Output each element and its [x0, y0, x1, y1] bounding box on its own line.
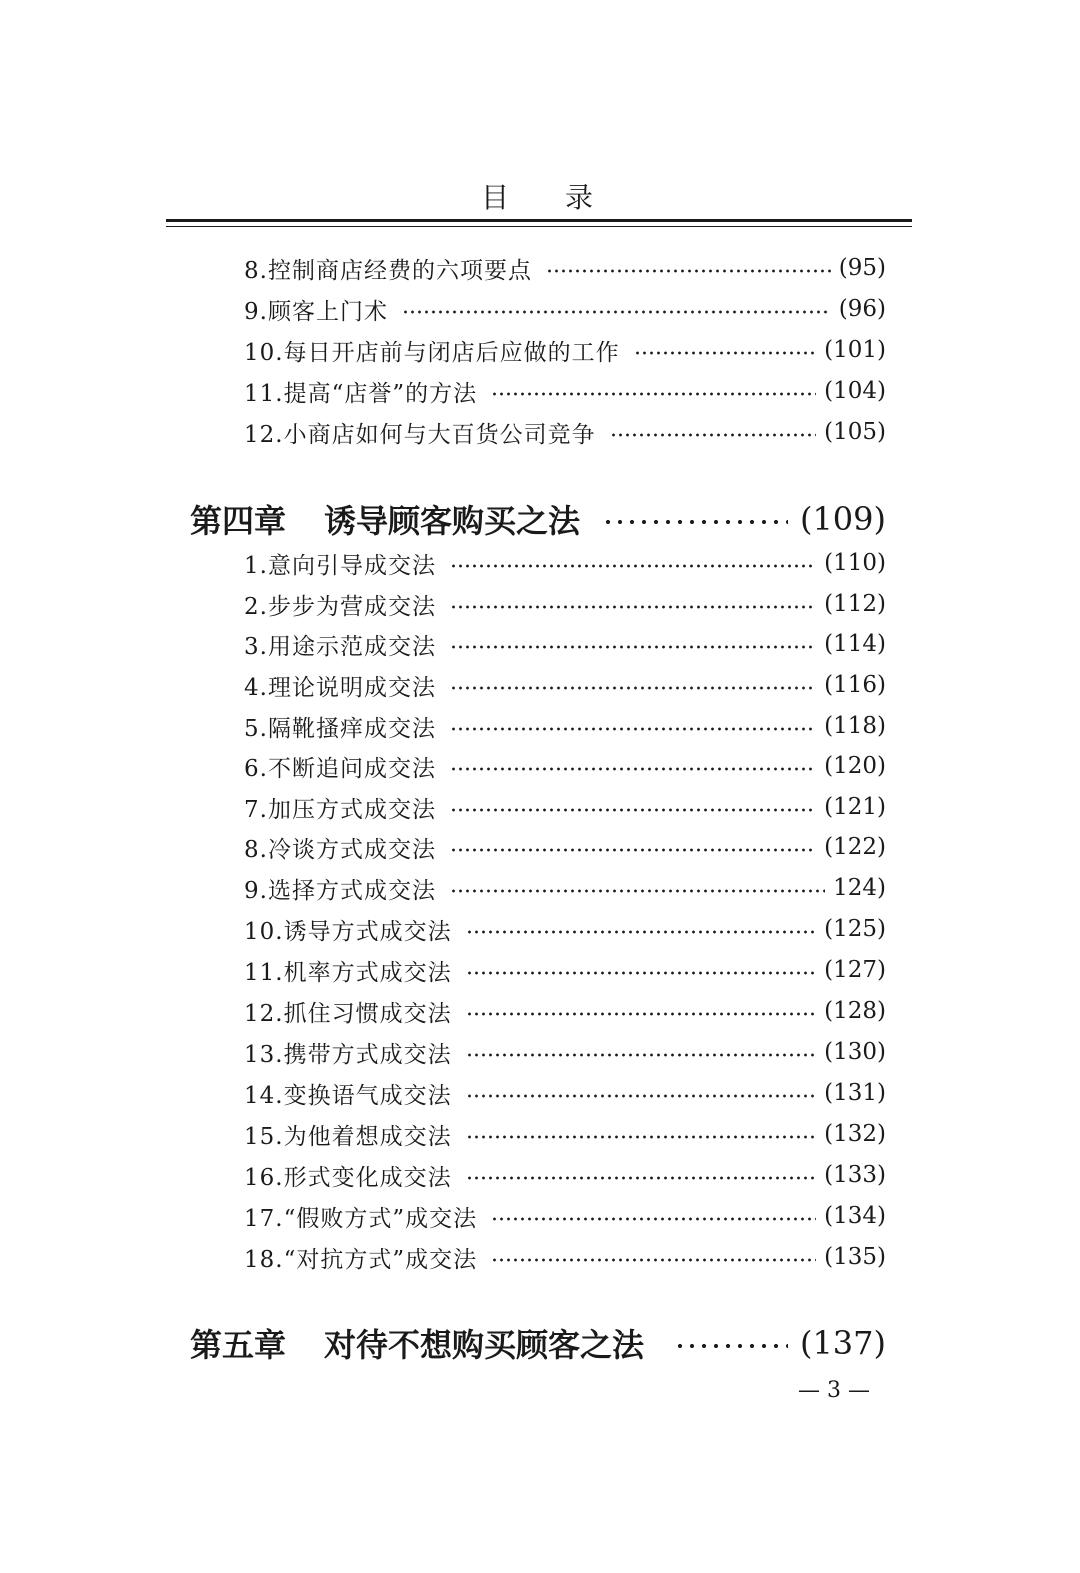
toc-entry	[244, 586, 886, 622]
toc-entry-label: 16.形式变化成交法	[244, 1164, 452, 1191]
leader-dots	[466, 1094, 817, 1098]
toc-entry-page: (134)	[824, 1203, 886, 1229]
leader-dots	[450, 686, 816, 690]
leader-dots	[450, 848, 816, 852]
chapter-title: 对待不想购买顾客之法	[324, 1326, 645, 1364]
toc-entry-label: 10.诱导方式成交法	[244, 918, 452, 945]
toc-entry-page: (121)	[824, 794, 886, 820]
toc-entry	[244, 1157, 886, 1193]
chapter-title: 诱导顾客购买之法	[324, 502, 581, 540]
toc-entry-page: (128)	[824, 998, 886, 1024]
toc-entry-page: (118)	[824, 713, 886, 739]
chapter-number: 第四章	[190, 502, 287, 540]
page-title: 目录	[480, 181, 649, 214]
toc-entry-page: (114)	[824, 631, 886, 657]
toc-entry-label: 2.步步为营成交法	[244, 593, 436, 620]
chapter-page: (109)	[799, 500, 886, 538]
page-number: — 3 —	[798, 1378, 870, 1403]
toc-entry-label: 9.选择方式成交法	[244, 877, 436, 904]
header-rule-thick	[166, 219, 912, 222]
toc-entry	[244, 1075, 886, 1111]
toc-entry	[244, 626, 886, 662]
toc-entry	[244, 708, 886, 744]
toc-entry-page: (132)	[824, 1121, 886, 1147]
chapter-page: (137)	[799, 1324, 886, 1362]
toc-entry-page: (125)	[824, 916, 886, 942]
toc-entry-label: 14.变换语气成交法	[244, 1082, 452, 1109]
toc-entry-page: (127)	[824, 957, 886, 983]
toc-entry-page: (122)	[824, 834, 886, 860]
leader-dots	[491, 392, 816, 396]
toc-entry-page: (130)	[824, 1039, 886, 1065]
toc-entry-page: (131)	[824, 1080, 886, 1106]
toc-entry-page: (105)	[824, 419, 886, 445]
toc-entry	[244, 1198, 886, 1234]
toc-entry	[244, 1034, 886, 1070]
toc-entry-label: 12.小商店如何与大百货公司竞争	[244, 421, 596, 448]
toc-entry	[244, 789, 886, 825]
leader-dots	[466, 930, 817, 934]
toc-entry-label: 7.加压方式成交法	[244, 796, 436, 823]
toc-entry	[244, 748, 886, 784]
leader-dots	[450, 605, 816, 609]
toc-entry	[244, 414, 886, 450]
leader-dots	[466, 971, 817, 975]
toc-entry-page: (96)	[838, 296, 886, 322]
toc-entry-page: (112)	[824, 591, 886, 617]
toc-entry-label: 6.不断追问成交法	[244, 755, 436, 782]
toc-entry-label: 8.控制商店经费的六项要点	[244, 257, 532, 284]
toc-entry-page: (104)	[824, 378, 886, 404]
leader-dots	[466, 1135, 817, 1139]
toc-entry	[244, 291, 886, 327]
toc-entry-page: (95)	[838, 255, 886, 281]
toc-entry-label: 15.为他着想成交法	[244, 1123, 452, 1150]
leader-dots	[546, 269, 831, 273]
leader-dots	[491, 1217, 816, 1221]
leader-dots	[466, 1053, 817, 1057]
leader-dots	[602, 519, 788, 525]
toc-entry-label: 4.理论说明成交法	[244, 674, 436, 701]
toc-entry-label: 13.携带方式成交法	[244, 1041, 452, 1068]
header-rule-thin	[166, 226, 912, 227]
toc-entry	[244, 829, 886, 865]
toc-entry-page: (116)	[824, 672, 886, 698]
toc-entry-page: (135)	[824, 1244, 886, 1270]
toc-entry-page: (120)	[824, 753, 886, 779]
toc-entry-page: (101)	[824, 337, 886, 363]
leader-dots	[634, 351, 817, 355]
toc-entry-label: 11.提高“店誉”的方法	[244, 380, 478, 407]
toc-entry	[244, 250, 886, 286]
toc-entry-page: (110)	[824, 550, 886, 576]
toc-entry-label: 1.意向引导成交法	[244, 552, 436, 579]
chapter-number: 第五章	[190, 1326, 287, 1364]
toc-entry	[244, 870, 886, 906]
toc-entry	[244, 993, 886, 1029]
toc-entry	[244, 952, 886, 988]
leader-dots	[674, 1343, 788, 1349]
leader-dots	[450, 808, 816, 812]
chapter-heading	[190, 1320, 886, 1366]
leader-dots	[466, 1176, 817, 1180]
leader-dots	[610, 433, 817, 437]
toc-entry-label: 10.每日开店前与闭店后应做的工作	[244, 339, 620, 366]
leader-dots	[450, 645, 816, 649]
toc-entry-label: 3.用途示范成交法	[244, 633, 436, 660]
leader-dots	[402, 310, 831, 314]
toc-entry	[244, 667, 886, 703]
toc-entry	[244, 1239, 886, 1275]
toc-entry	[244, 332, 886, 368]
toc-entry	[244, 1116, 886, 1152]
toc-entry-label: 8.冷谈方式成交法	[244, 836, 436, 863]
toc-entry-page: (133)	[824, 1162, 886, 1188]
leader-dots	[450, 727, 816, 731]
toc-entry-label: 9.顾客上门术	[244, 298, 388, 325]
toc-entry-page: 124)	[833, 875, 886, 901]
toc-entry-label: 12.抓住习惯成交法	[244, 1000, 452, 1027]
leader-dots	[450, 767, 816, 771]
toc-entry	[244, 545, 886, 581]
toc-entry-label: 5.隔靴搔痒成交法	[244, 715, 436, 742]
chapter-heading	[190, 496, 886, 542]
leader-dots	[450, 564, 816, 568]
toc-entry-label: 11.机率方式成交法	[244, 959, 452, 986]
leader-dots	[466, 1012, 817, 1016]
toc-entry	[244, 373, 886, 409]
toc-entry-label: 18.“对抗方式”成交法	[244, 1246, 478, 1273]
toc-entry	[244, 911, 886, 947]
leader-dots	[491, 1258, 816, 1262]
leader-dots	[450, 889, 825, 893]
toc-entry-label: 17.“假败方式”成交法	[244, 1205, 478, 1232]
